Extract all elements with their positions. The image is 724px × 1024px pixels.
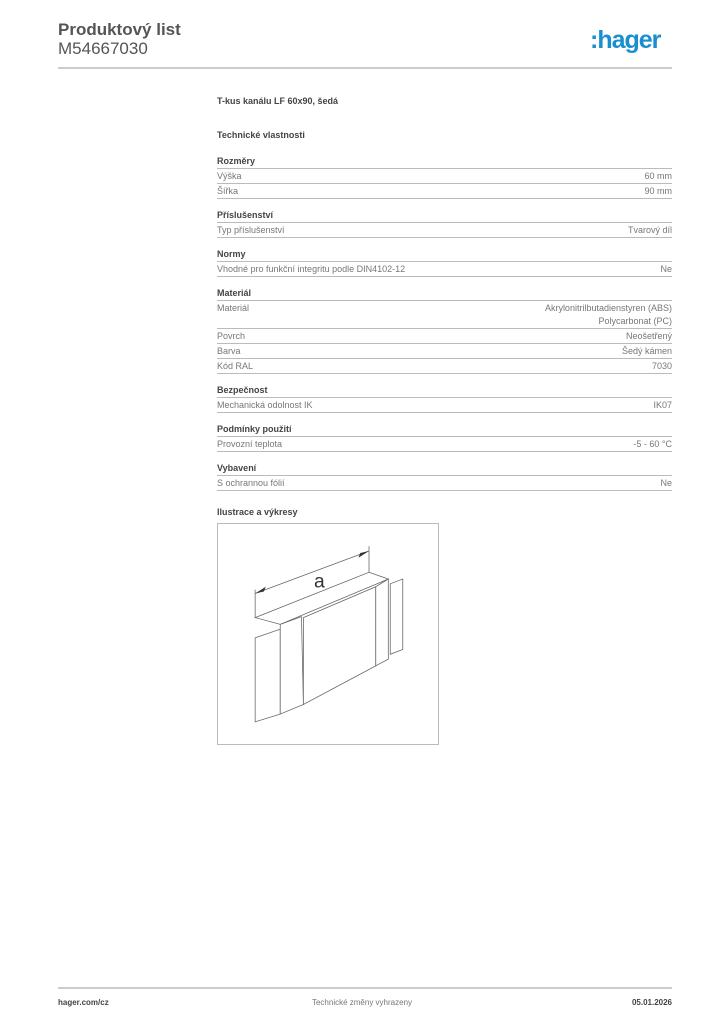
property-row — [217, 329, 672, 344]
property-row — [217, 262, 672, 277]
property-value-line: 90 mm — [644, 186, 672, 196]
section-heading: Bezpečnost — [217, 383, 672, 398]
section-heading: Příslušenství — [217, 208, 672, 223]
property-value-line: Šedý kámen — [621, 346, 672, 356]
property-row — [217, 184, 672, 199]
property-value — [545, 302, 672, 328]
dimension-label: a — [314, 571, 325, 593]
section-heading: Rozměry — [217, 154, 672, 169]
property-row — [217, 169, 672, 184]
property-section — [217, 383, 672, 413]
property-value-line: IK07 — [653, 400, 672, 410]
header-divider — [58, 67, 672, 69]
property-row — [217, 359, 672, 374]
property-section — [217, 247, 672, 277]
property-row — [217, 344, 672, 359]
property-section — [217, 208, 672, 238]
property-value — [660, 263, 672, 276]
property-section — [217, 286, 672, 374]
property-label: S ochrannou fólií — [217, 478, 285, 488]
property-value — [644, 185, 672, 198]
product-code: M54667030 — [58, 39, 148, 58]
property-value-line: Tvarový díl — [627, 225, 672, 235]
footer-date: 05.01.2026 — [631, 998, 672, 1007]
property-row — [217, 437, 672, 452]
property-label: Vhodné pro funkční integritu podle DIN4102-12 — [217, 264, 406, 274]
property-label: Kód RAL — [217, 361, 254, 371]
property-row — [217, 223, 672, 238]
document-title: Produktový list — [58, 20, 181, 39]
property-value-line: -5 - 60 °C — [633, 439, 672, 449]
property-label: Materiál — [217, 303, 250, 313]
property-value — [653, 399, 672, 412]
property-section — [217, 461, 672, 491]
property-label: Provozní teplota — [217, 439, 283, 449]
footer-divider — [58, 987, 672, 989]
section-heading: Normy — [217, 247, 672, 262]
property-section — [217, 154, 672, 199]
property-label: Šířka — [217, 186, 239, 196]
property-value-line: 7030 — [651, 361, 672, 371]
property-label: Mechanická odolnost IK — [217, 400, 313, 410]
property-label: Barva — [217, 346, 241, 356]
property-section — [217, 422, 672, 452]
property-value-line: Polycarbonat (PC) — [598, 316, 672, 326]
product-title: T-kus kanálu LF 60x90, šedá — [217, 96, 339, 106]
property-value — [622, 345, 672, 358]
property-value — [628, 224, 672, 237]
property-value — [626, 330, 672, 343]
content — [217, 94, 672, 519]
property-label: Typ příslušenství — [217, 225, 285, 235]
property-value — [660, 477, 672, 490]
illustrations-title: Ilustrace a výkresy — [217, 507, 298, 517]
technical-drawing — [217, 523, 439, 745]
property-value-line: Neošetřený — [625, 331, 672, 341]
property-row — [217, 398, 672, 413]
property-label: Povrch — [217, 331, 246, 341]
t-piece-drawing — [218, 524, 438, 744]
property-value-line: Ne — [660, 264, 672, 274]
property-value-line: Akrylonitrilbutadienstyren (ABS) — [544, 303, 672, 313]
section-heading: Podmínky použití — [217, 422, 672, 437]
property-value-line: Ne — [660, 478, 672, 488]
hager-logo: :hager — [590, 26, 661, 54]
section-heading: Materiál — [217, 286, 672, 301]
property-value — [644, 170, 672, 183]
property-row — [217, 301, 672, 329]
property-value — [633, 438, 672, 451]
properties-table — [217, 154, 672, 491]
tech-properties-title: Technické vlastnosti — [217, 130, 305, 140]
property-value-line: 60 mm — [644, 171, 672, 181]
footer-disclaimer: Technické změny vyhrazeny — [311, 998, 413, 1007]
property-value — [652, 360, 672, 373]
footer-website[interactable]: hager.com/cz — [58, 998, 109, 1007]
property-row — [217, 476, 672, 491]
property-label: Výška — [217, 171, 242, 181]
section-heading: Vybavení — [217, 461, 672, 476]
